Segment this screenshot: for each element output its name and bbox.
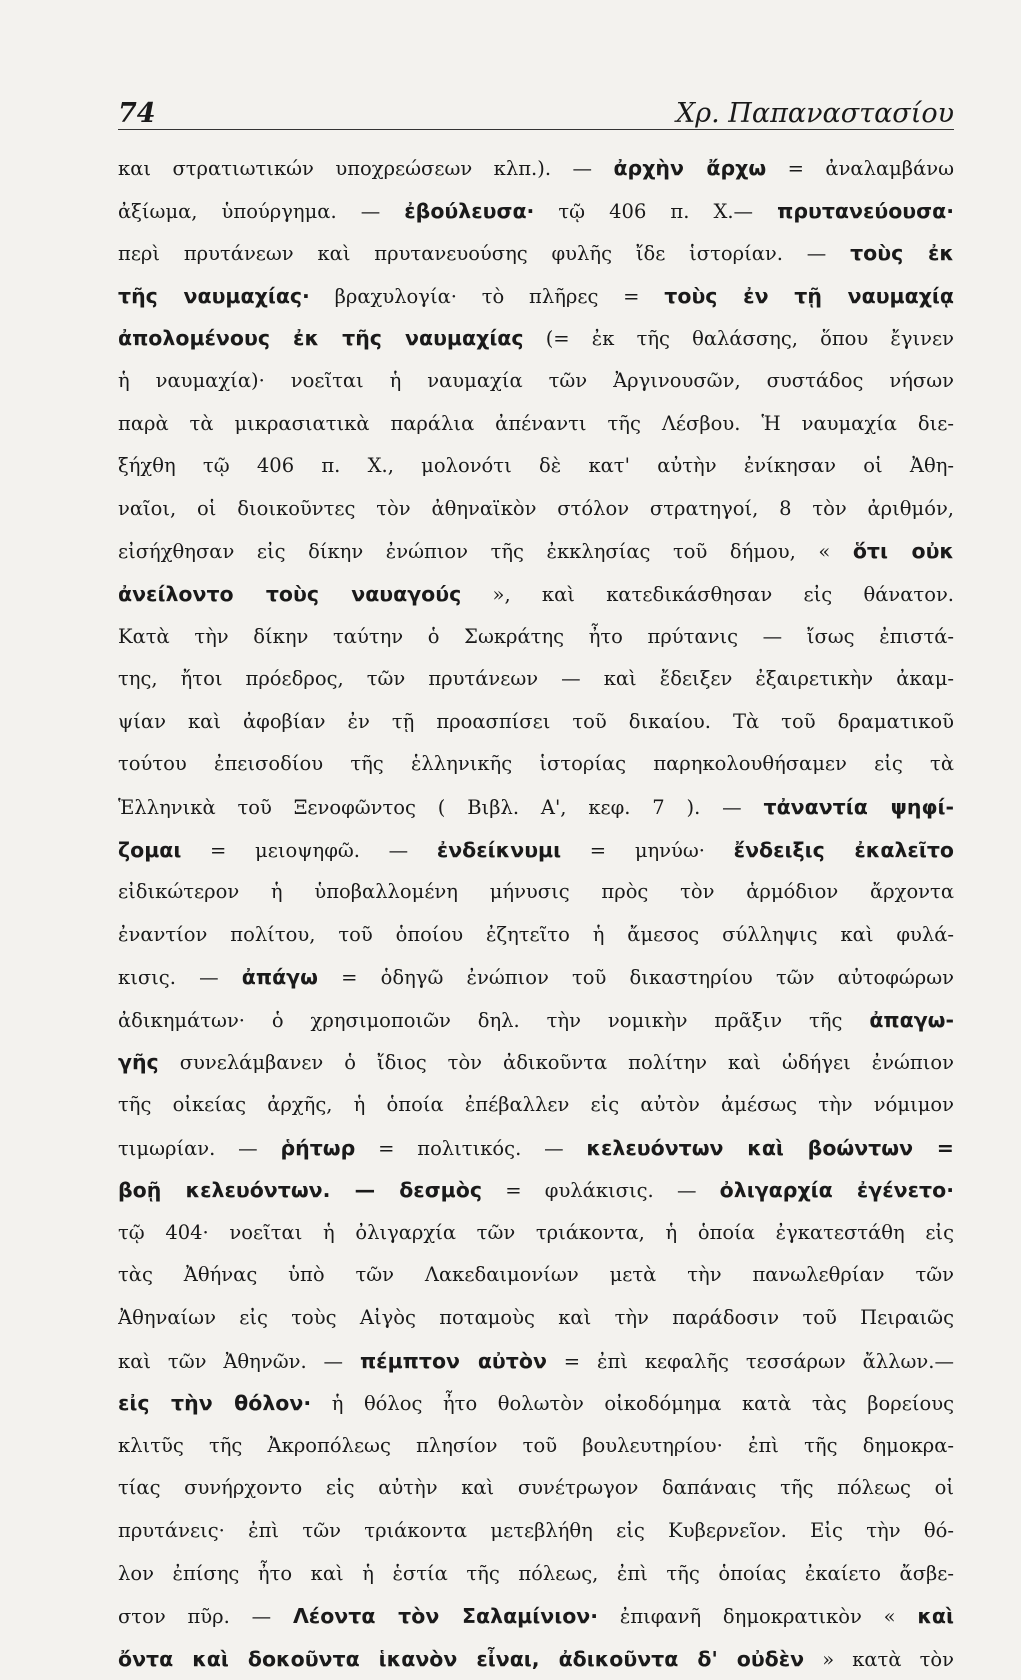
running-head: Χρ. Παπαναστασίου <box>676 98 954 129</box>
text-run: = μειοψηφῶ. — <box>181 838 437 862</box>
text-run: ἡ ναυμαχία)· νοεῖται ἡ ναυμαχία τῶν Ἀργινουσῶν, συστάδος νήσων <box>118 368 954 392</box>
text-run: κλιτῦς τῆς Ἀκροπόλεως πλησίον τοῦ βουλευτηρίου· ἐπὶ τῆς δημοκρα- <box>118 1433 954 1457</box>
lemma-term: ἀπολομένους ἐκ τῆς ναυμαχίας <box>118 326 524 351</box>
text-line <box>118 786 954 829</box>
text-run: ἀξίωμα, ὑπούργημα. — <box>118 199 405 223</box>
page-header <box>118 98 954 132</box>
lemma-term: ῥήτωρ <box>280 1135 356 1160</box>
lemma-term: ὅτι οὐκ <box>852 539 954 564</box>
lemma-term: ὄντα καὶ δοκοῦντα ἱκανὸν εἶναι, ἀδικοῦντα δ' οὐδὲν <box>118 1646 805 1671</box>
text-run: = μηνύω· <box>561 838 734 862</box>
text-line <box>118 1127 954 1170</box>
text-line <box>118 1212 954 1255</box>
text-run: εἰδικώτερον ἡ ὑποβαλλομένη μήνυσις πρὸς τὸν ἁρμόδιον ἄρχοντα <box>118 880 954 904</box>
lemma-term: ἐβούλευσα· <box>404 198 535 223</box>
lemma-term: ἀπάγω <box>241 965 318 990</box>
text-line <box>118 403 954 446</box>
text-line <box>118 1553 954 1596</box>
text-run: τῷ 404· νοεῖται ἡ ὀλιγαρχία τῶν τριάκοντα, ἡ ὁποία ἐγκατεστάθη εἰς <box>118 1220 954 1244</box>
text-run: ψίαν καὶ ἀφοβίαν ἐν τῇ προασπίσει τοῦ δικαίου. Τὰ τοῦ δραματικοῦ <box>118 709 954 733</box>
text-line <box>118 1382 954 1425</box>
lemma-term: ἐνδείκνυμι <box>436 837 562 862</box>
lemma-term: ἀνείλοντο τοὺς ναυαγούς <box>118 581 462 606</box>
text-line <box>118 530 954 573</box>
text-line <box>118 275 954 318</box>
text-run: λον ἐπίσης ἦτο καὶ ἡ ἑστία τῆς πόλεως, ἐπὶ τῆς ὁποίας ἐκαίετο ἄσβε- <box>118 1561 954 1585</box>
text-line <box>118 232 954 275</box>
lemma-term: ἀρχὴν ἄρχω <box>613 156 767 180</box>
text-line <box>118 1638 954 1680</box>
text-run: παρὰ τὰ μικρασιατικὰ παράλια ἀπέναντι τῆς Λέσβου. Ἡ ναυμαχία διε- <box>118 411 954 435</box>
text-run: συνελάμβανεν ὁ ἴδιος τὸν ἀδικοῦντα πολίτην καὶ ὡδήγει ἐνώπιον <box>158 1051 954 1075</box>
lemma-term: ζομαι <box>118 837 182 862</box>
text-run: = ἀναλαμβάνω <box>766 157 954 180</box>
text-run: » κατὰ τὸν <box>804 1647 954 1671</box>
lemma-term: βοῇ κελευόντων. — δεσμὸς <box>118 1178 483 1203</box>
text-run: ἐναντίον πολίτου, τοῦ ὁποίου ἐζητεῖτο ἡ ἄμεσος σύλληψις καὶ φυλά- <box>118 922 954 946</box>
text-run: τῷ 406 π. Χ.— <box>534 199 778 223</box>
text-run: περὶ πρυτάνεων καὶ πρυτανευούσης φυλῆς ἴδε ἱστορίαν. — <box>118 242 851 266</box>
text-line <box>118 658 954 701</box>
lemma-term: τοὺς ἐν τῇ ναυμαχίᾳ <box>664 283 954 308</box>
lemma-term: Λέοντα τὸν Σαλαμίνιον· <box>292 1604 599 1629</box>
text-run: καὶ τῶν Ἀθηνῶν. — <box>118 1349 360 1373</box>
lemma-term: καὶ <box>917 1604 954 1629</box>
text-line <box>118 1467 954 1510</box>
text-line <box>118 445 954 488</box>
text-run: Ἀθηναίων εἰς τοὺς Αἰγὸς ποταμοὺς καὶ τὴν παράδοσιν τοῦ Πειραιῶς <box>118 1306 954 1330</box>
text-line <box>118 1297 954 1340</box>
lemma-term: ἀπαγω- <box>869 1007 954 1032</box>
lemma-term: κελευόντων καὶ βοώντων = <box>586 1135 954 1160</box>
lemma-term: ὀλιγαρχία ἐγένετο· <box>719 1178 954 1203</box>
text-run: Κατὰ τὴν δίκην ταύτην ὁ Σωκράτης ἦτο πρύτανις — ἴσως ἐπιστά- <box>118 624 954 648</box>
text-run: », καὶ κατεδικάσθησαν εἰς θάνατον. <box>461 582 954 606</box>
text-run: ναῖοι, οἱ διοικοῦντες τὸν ἀθηναϊκὸν στόλον στρατηγοί, 8 τὸν ἀριθμόν, <box>118 496 954 520</box>
lemma-term: τῆς ναυμαχίας· <box>118 283 310 308</box>
lemma-term: πέμπτον αὐτὸν <box>359 1348 547 1373</box>
header-rule <box>118 129 954 130</box>
text-line <box>118 1510 954 1553</box>
text-run: κισις. — <box>118 966 242 990</box>
text-line <box>118 871 954 914</box>
text-run: της, ἤτοι πρόεδρος, τῶν πρυτάνεων — καὶ ἔδειξεν ἐξαιρετικὴν ἀκαμ- <box>118 667 954 691</box>
text-run: τίας συνήρχοντο εἰς αὐτὴν καὶ συνέτρωγον δαπάναις τῆς πόλεως οἱ <box>118 1476 954 1500</box>
page-number: 74 <box>118 98 156 129</box>
text-run: ἡ θόλος ἦτο θολωτὸν οἰκοδόμημα κατὰ τὰς βορείους <box>311 1392 954 1416</box>
text-run: και στρατιωτικών υποχρεώσεων κλπ.). — <box>118 157 614 180</box>
text-run: = φυλάκισις. — <box>482 1179 720 1203</box>
text-line <box>118 360 954 403</box>
text-run: = ὁδηγῶ ἐνώπιον τοῦ δικαστηρίου τῶν αὐτοφώρων <box>317 966 954 990</box>
text-line <box>118 616 954 659</box>
text-line <box>118 1041 954 1084</box>
lemma-term: τἀναντία ψηφί- <box>763 794 954 819</box>
text-run: τούτου ἐπεισοδίου τῆς ἑλληνικῆς ἱστορίας παρηκολουθήσαμεν εἰς τὰ <box>118 752 954 776</box>
text-line <box>118 999 954 1042</box>
text-run: τῆς οἰκείας ἀρχῆς, ἡ ὁποία ἐπέβαλλεν εἰς αὐτὸν ἀμέσως τὴν νόμιμον <box>118 1093 954 1117</box>
text-line <box>118 1169 954 1212</box>
text-run: τιμωρίαν. — <box>118 1136 281 1160</box>
lemma-term: εἰς τὴν θόλον· <box>118 1391 312 1416</box>
text-run: τὰς Ἀθήνας ὑπὸ τῶν Λακεδαιμονίων μετὰ τὴν πανωλεθρίαν τῶν <box>118 1263 954 1287</box>
text-line <box>118 1084 954 1127</box>
text-run: = ἐπὶ κεφαλῆς τεσσάρων ἄλλων.— <box>546 1349 954 1373</box>
text-line <box>118 1595 954 1638</box>
text-line <box>118 190 954 233</box>
text-run: (= ἐκ τῆς θαλάσσης, ὅπου ἔγινεν <box>523 327 954 351</box>
text-run: στον πῦρ. — <box>118 1605 293 1629</box>
text-run: βραχυλογία· τὸ πλῆρες = <box>309 284 665 308</box>
text-line <box>118 701 954 744</box>
text-line <box>118 573 954 616</box>
text-line <box>118 488 954 531</box>
text-line <box>118 1425 954 1468</box>
lemma-term: γῆς <box>118 1050 159 1075</box>
text-run: ἀδικημάτων· ὁ χρησιμοποιῶν δηλ. τὴν νομικὴν πρᾶξιν τῆς <box>118 1008 870 1032</box>
text-line <box>118 829 954 872</box>
lemma-term: ἔνδειξις ἐκαλεῖτο <box>733 837 954 862</box>
commentary-text <box>118 147 954 1680</box>
text-line <box>118 956 954 999</box>
text-run: ἐπιφανῆ δημοκρατικὸν « <box>598 1605 918 1629</box>
text-line <box>118 1254 954 1297</box>
text-line <box>118 317 954 360</box>
text-run: πρυτάνεις· ἐπὶ τῶν τριάκοντα μετεβλήθη εἰς Κυβερνεῖον. Εἰς τὴν θό- <box>118 1519 954 1542</box>
text-run: εἰσήχθησαν εἰς δίκην ἐνώπιον τῆς ἐκκλησίας τοῦ δήμου, « <box>118 540 853 564</box>
lemma-term: τοὺς ἐκ <box>850 241 954 266</box>
text-line <box>118 743 954 786</box>
text-line <box>118 914 954 957</box>
text-run: ξήχθη τῷ 406 π. Χ., μολονότι δὲ κατ' αὐτὴν ἐνίκησαν οἱ Ἀθη- <box>118 454 954 478</box>
text-run: = πολιτικός. — <box>355 1136 587 1160</box>
text-run: Ἑλληνικὰ τοῦ Ξενοφῶντος ( Βιβλ. Α', κεφ. 7 ). — <box>118 795 764 819</box>
text-line <box>118 1340 954 1383</box>
text-line <box>118 147 954 190</box>
lemma-term: πρυτανεύουσα· <box>777 198 954 223</box>
